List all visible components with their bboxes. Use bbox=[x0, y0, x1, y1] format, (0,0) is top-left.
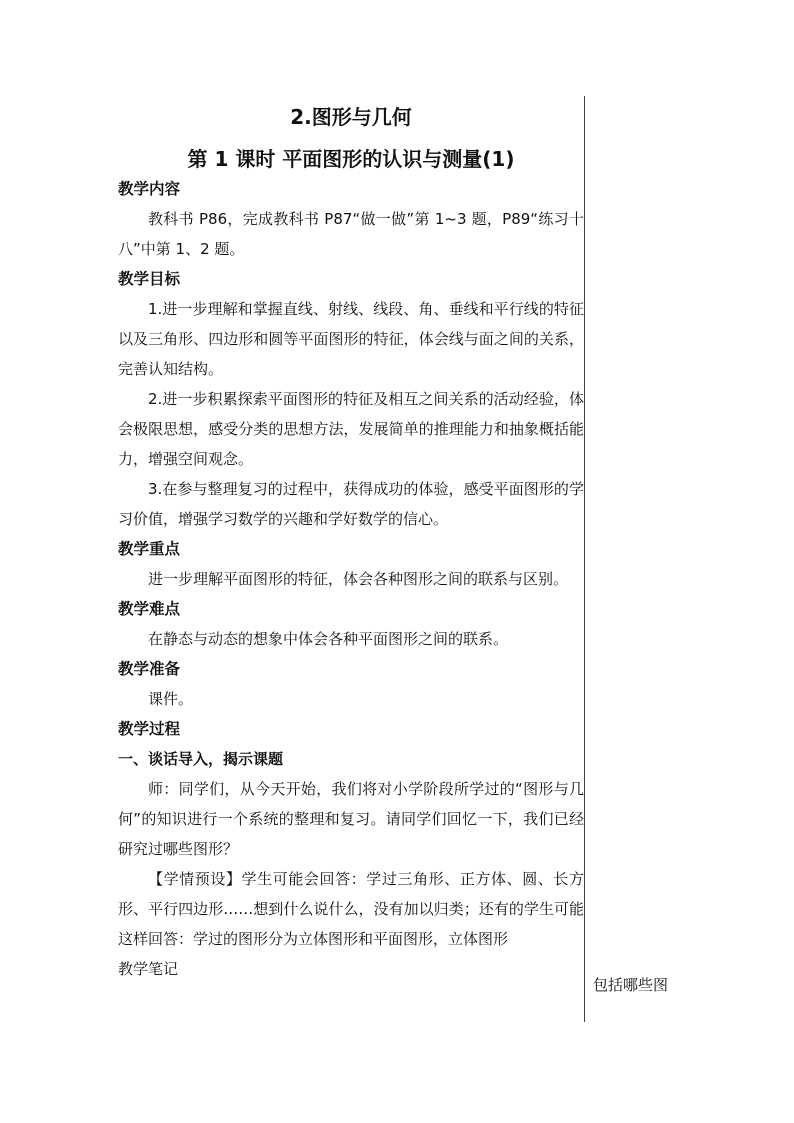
section-heading-difficulties: 教学难点 bbox=[118, 600, 181, 618]
document-title: 2.图形与几何 bbox=[290, 105, 412, 129]
preset-text: 【学情预设】学生可能会回答：学过三角形、正方体、圆、长方形、平行四边形……想到什么说什么，没有加以归类；还有的学生可能这样回答：学过的图形分为立体图形和平面图形，立体图形 bbox=[118, 870, 584, 948]
difficulties-text: 在静态与动态的想象中体会各种平面图形之间的联系。 bbox=[148, 630, 509, 648]
teaching-notes-label: 教学笔记 bbox=[118, 960, 179, 978]
process-part1-heading: 一、谈话导入，揭示课题 bbox=[118, 750, 284, 768]
margin-divider-line bbox=[584, 96, 585, 1022]
section-heading-content: 教学内容 bbox=[118, 180, 181, 198]
side-note-text: 包括哪些图 bbox=[593, 976, 669, 994]
lesson-title: 第 1 课时 平面图形的认识与测量(1) bbox=[187, 147, 515, 171]
section-heading-key-points: 教学重点 bbox=[118, 540, 181, 558]
teacher-text: 师：同学们，从今天开始，我们将对小学阶段所学过的“图形与几何”的知识进行一个系统的整理和复习。请同学们回忆一下，我们已经研究过哪些图形？ bbox=[118, 780, 584, 858]
content-text: 教科书 P86，完成教科书 P87“做一做”第 1~3 题，P89“练习十八”中第 1、2 题。 bbox=[118, 210, 584, 258]
goal-item: 1.进一步理解和掌握直线、射线、线段、角、垂线和平行线的特征以及三角形、四边形和圆等平面图形的特征，体会线与面之间的关系，完善认知结构。 bbox=[118, 300, 584, 378]
goal-item: 2.进一步积累探索平面图形的特征及相互之间关系的活动经验，体会极限思想，感受分类的思想方法，发展简单的推理能力和抽象概括能力，增强空间观念。 bbox=[118, 390, 584, 468]
key-points-text: 进一步理解平面图形的特征，体会各种图形之间的联系与区别。 bbox=[148, 570, 569, 588]
section-heading-preparation: 教学准备 bbox=[118, 660, 181, 678]
section-heading-goals: 教学目标 bbox=[118, 270, 181, 288]
main-column bbox=[118, 100, 584, 984]
goal-item: 3.在参与整理复习的过程中，获得成功的体验，感受平面图形的学习价值，增强学习数学的兴趣和学好数学的信心。 bbox=[118, 480, 584, 528]
preparation-text: 课件。 bbox=[148, 690, 194, 708]
section-heading-process: 教学过程 bbox=[118, 720, 181, 738]
